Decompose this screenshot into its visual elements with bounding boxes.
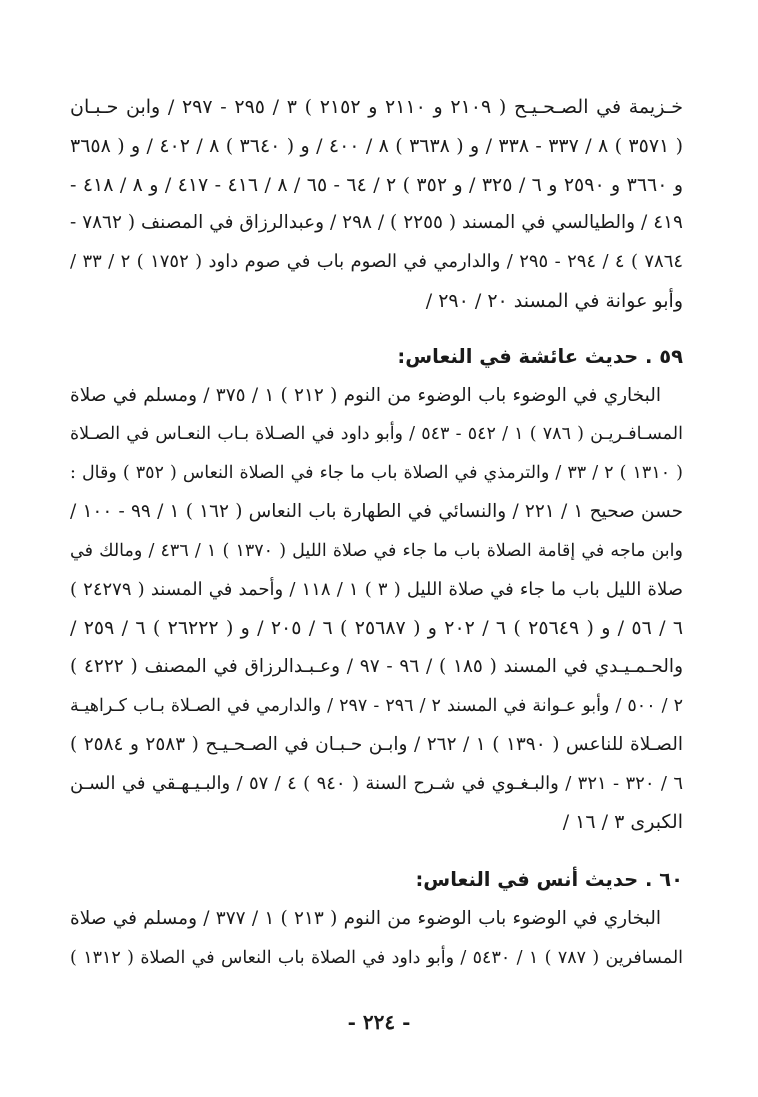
text-line: حسن صحيح ١ / ٢٢١ / والنسائي في الطهارة باب النعاس ( ١٦٢ ) ١ / ٩٩ - ١٠٠ /: [70, 500, 684, 522]
text-line: البخاري في الوضوء باب الوضوء من النوم ( ٢١٢ ) ١ / ٣٧٥ / ومسلم في صلاة: [70, 384, 661, 406]
text-line: الكبرى ٣ / ١٦ /: [562, 811, 683, 834]
text-line: الصـلاة للناعس ( ١٣٩٠ ) ١ / ٢٦٢ / وابـن حـبـان في الصـحـيـح ( ٢٥٨٣ و ٢٥٨٤ ): [70, 733, 683, 755]
text-line: خـزيمة في الصـحـيـح ( ٢١٠٩ و ٢١١٠ و ٢١٥٢ ) ٣ / ٢٩٥ - ٢٩٧ / وابن حـبـان: [70, 96, 683, 118]
text-line: والحـمـيـدي في المسند ( ١٨٥ ) / ٩٦ - ٩٧ / وعـبـدالرزاق في المصنف ( ٤٢٢٢ ): [70, 656, 684, 678]
intro-paragraph: [70, 88, 683, 321]
section-59-heading: ٥٩ . حديث عائشة في النعاس:: [397, 344, 683, 368]
text-line: و ٣٦٦٠ و ٢٥٩٠ و ٦ / ٣٢٥ / و ٣٥٢ ) ٢ / ٦٤ - ٦٥ / ٨ / ٤١٦ - ٤١٧ / و ٨ / ٤١٨ -: [70, 173, 684, 196]
text-line: صلاة الليل باب ما جاء في صلاة الليل ( ٣ ) ١ / ١١٨ / وأحمد في المسند ( ٢٤٢٧٩ ): [70, 578, 684, 600]
text-line: ٢ / ٥٠٠ / وأبو عـوانة في المسند ٢ / ٢٩٦ - ٢٩٧ / والدارمي في الصـلاة بـاب كـراهيـة: [70, 695, 684, 716]
text-line: ( ٣٥٧١ ) ٨ / ٣٣٧ - ٣٣٨ / و ( ٣٦٣٨ ) ٨ / ٤٠٠ / و ( ٣٦٤٠ ) ٨ / ٤٠٢ / و ( ٣٦٥٨: [70, 134, 684, 157]
text-line: المسـافـريـن ( ٧٨٦ ) ١ / ٥٤٢ - ٥٤٣ / وأبو داود في الصـلاة بـاب النعـاس في الصـلاة: [70, 424, 683, 445]
text-line: وابن ماجه في إقامة الصلاة باب ما جاء في صلاة الليل ( ١٣٧٠ ) ١ / ٤٣٦ / ومالك في: [70, 540, 683, 561]
section-59-paragraph: [70, 377, 683, 843]
text-line: ٧٨٦٤ ) ٤ / ٢٩٤ - ٢٩٥ / والدارمي في الصوم باب في صوم داود ( ١٧٥٢ ) ٢ / ٣٣ /: [70, 251, 684, 273]
text-line: ٦ / ٥٦ / و ( ٢٥٦٤٩ ) ٦ / ٢٠٢ و ( ٢٥٦٨٧ ) ٦ / ٢٠٥ / و ( ٢٦٢٢٢ ) ٦ / ٢٥٩ /: [70, 617, 684, 640]
text-line: ٦ / ٣٢٠ - ٣٢١ / والبـغـوي في شـرح السنة ( ٩٤٠ ) ٤ / ٥٧ / والبـيـهـقي في السـن: [70, 772, 683, 794]
section-60-paragraph: [70, 900, 683, 978]
text-line: البخاري في الوضوء باب الوضوء من النوم ( ٢١٣ ) ١ / ٣٧٧ / ومسلم في صلاة: [70, 907, 661, 929]
page-number: - ٢٢٤ -: [347, 1010, 411, 1034]
text-line: ٤١٩ / والطيالسي في المسند ( ٢٢٥٥ ) / ٢٩٨ / وعبدالرزاق في المصنف ( ٧٨٦٢ -: [70, 212, 683, 234]
section-60-heading: ٦٠ . حديث أنس في النعاس:: [415, 868, 683, 892]
text-line: ( ١٣١٠ ) ٢ / ٣٣ / والترمذي في الصلاة باب ما جاء في الصلاة النعاس ( ٣٥٢ ) وقال :: [70, 463, 684, 484]
text-line: المسافرين ( ٧٨٧ ) ١ / ٥٤٣٠ / وأبو داود في الصلاة باب النعاس في الصلاة ( ١٣١٢ ): [70, 947, 684, 968]
text-line: وأبو عوانة في المسند ٢٠ / ٢٩٠ /: [425, 289, 683, 312]
